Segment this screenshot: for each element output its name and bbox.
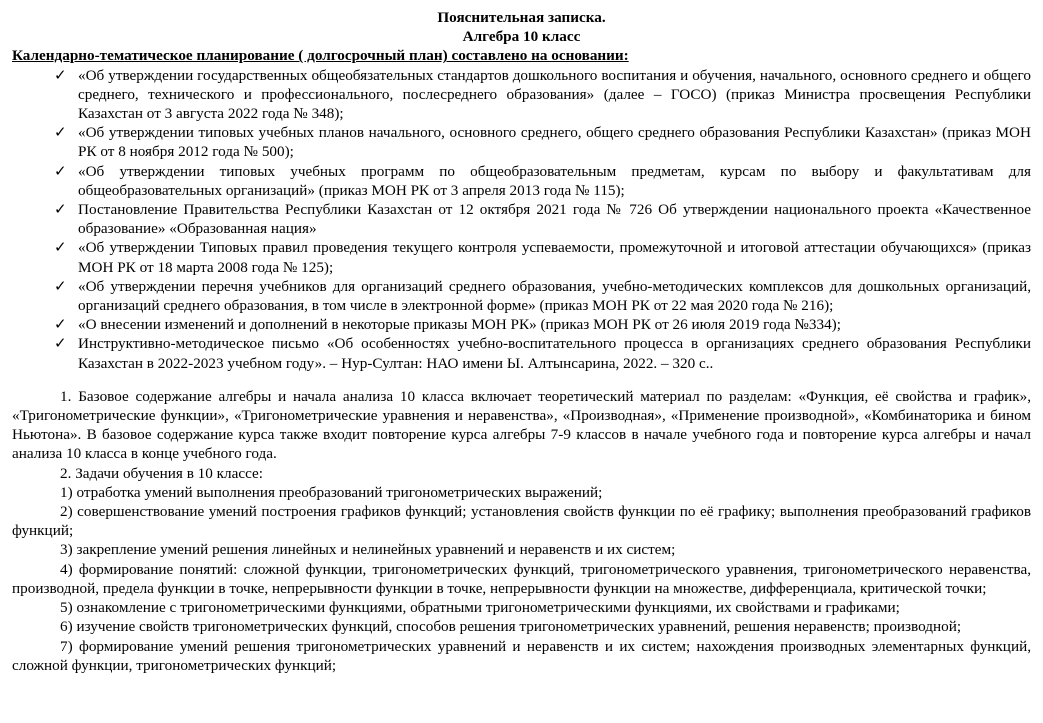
list-item-text: «Об утверждении перечня учебников для организаций среднего образования, учебно-методических комплексов для дошкольных организаций, организаций среднего образования, в том числе в электронной форме» (приказ МОН РК от 22 мая 2020 года № 216); [78, 277, 1031, 315]
checkmark-icon: ✓ [54, 335, 67, 353]
list-item [54, 66, 1031, 124]
list-item-text: «Об утверждении Типовых правил проведения текущего контроля успеваемости, промежуточной и итоговой аттестации обучающихся» (приказ МОН РК от 18 марта 2008 года № 125); [78, 239, 1031, 276]
checkmark-icon: ✓ [54, 201, 67, 219]
checkmark-icon: ✓ [54, 162, 67, 180]
basis-list [12, 66, 1031, 373]
paragraph-content: 1. Базовое содержание алгебры и начала анализа 10 класса включает теоретический материал по разделам: «Функция, её свойства и график», «Тригонометрические функции», «Тригонометрические уравнения и неравенства», «Производная», «Применение производной», «Комбинаторика и бином Ньютона». В базовое содержание курса также входит повторение курса алгебры 7-9 классов в начале учебного года и повторение курса алгебры и начал анализа 10 класса в конце учебного года. [12, 387, 1031, 463]
list-item-text: Инструктивно-методическое письмо «Об особенностях учебно-воспитательного процесса в организациях среднего образования Республики Казахстан в 2022-2023 учебном году». – Нур-Султан: НАО имени Ы. Алтынсарина, 2022. – 320 с.. [78, 335, 1031, 372]
task-item: 5) ознакомление с тригонометрическими функциями, обратными тригонометрическими функциями, их свойствами и графиками; [60, 599, 900, 617]
task-item: 1) отработка умений выполнения преобразований тригонометрических выражений; [60, 483, 603, 501]
checkmark-icon: ✓ [54, 316, 67, 334]
task-item: 7) формирование умений решения тригонометрических уравнений и неравенств и их систем; нахождения производных элементарных функций, сложной функции, тригонометрических функций; [12, 637, 1031, 674]
paragraph-tasks-heading: 2. Задачи обучения в 10 классе: [60, 464, 263, 482]
list-item-text: «Об утверждении государственных общеобязательных стандартов дошкольного воспитания и обучения, начального, основного среднего и общего среднего, технического и профессионального, послесреднего образования» (далее – ГОСО) (приказ Министра просвещения Республики Казахстан от 3 августа 2022 года № 348); [78, 66, 1031, 123]
list-item [54, 123, 1031, 161]
spacer [12, 373, 1031, 387]
list-item-text: «Об утверждении типовых учебных планов начального, основного среднего, общего среднего образования Республики Казахстан» (приказ МОН РК от 8 ноября 2012 года № 500); [78, 124, 1031, 161]
task-item: 4) формирование понятий: сложной функции, тригонометрических функций, тригонометрического уравнения, тригонометрического неравенства, производной, предела функции в точке, непрерывности функции в точке, непрерывности функции на множестве, дифференциала, критической точки; [12, 560, 1031, 597]
task-item: 3) закрепление умений решения линейных и нелинейных уравнений и неравенств и их систем; [60, 541, 676, 559]
list-item [54, 277, 1031, 315]
task-item: 2) совершенствование умений построения графиков функций; установления свойств функции по её графику; выполнения преобразований графиков функций; [12, 503, 1031, 540]
document-title: Пояснительная записка. [437, 9, 606, 26]
checkmark-icon: ✓ [54, 124, 67, 142]
list-item [54, 200, 1031, 238]
list-item [54, 334, 1031, 372]
list-item [54, 315, 1031, 334]
list-item [54, 162, 1031, 200]
list-item-text: «Об утверждении типовых учебных программ по общеобразовательным предметам, курсам по выбору и факультативам для общеобразовательных организаций» (приказ МОН РК от 3 апреля 2013 года № 115); [78, 162, 1031, 199]
list-item-text: «О внесении изменений и дополнений в некоторые приказы МОН РК» (приказ МОН РК от 26 июля 2019 года №334); [78, 316, 841, 334]
checkmark-icon: ✓ [54, 66, 67, 84]
document-subtitle: Алгебра 10 класс [462, 28, 581, 46]
basis-heading: Календарно-тематическое планирование ( долгосрочный план) составлено на основании: [12, 47, 629, 65]
checkmark-icon: ✓ [54, 239, 67, 257]
checkmark-icon: ✓ [54, 277, 67, 295]
list-item-text: Постановление Правительства Республики Казахстан от 12 октября 2021 года № 726 Об утверждении национального проекта «Качественное образование» «Образованная нация» [78, 201, 1031, 238]
list-item [54, 238, 1031, 276]
task-item: 6) изучение свойств тригонометрических функций, способов решения тригонометрических уравнений, решения неравенств; производной; [60, 618, 962, 636]
